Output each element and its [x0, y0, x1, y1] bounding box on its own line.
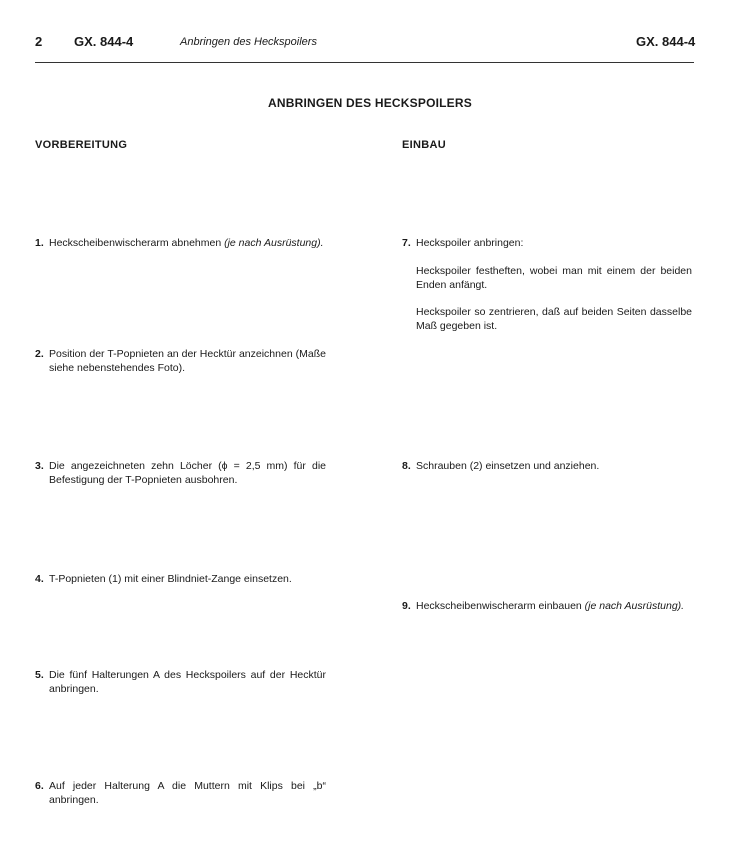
step-1	[35, 236, 326, 250]
left-column-heading: VORBEREITUNG	[35, 139, 128, 151]
page-title: ANBRINGEN DES HECKSPOILERS	[268, 96, 472, 110]
step-text: Heckscheibenwischerarm abnehmen (je nach Ausrüstung).	[49, 237, 324, 249]
step-number: 3.	[35, 460, 44, 472]
page-number: 2	[35, 34, 43, 49]
step-text: Auf jeder Halterung A die Muttern mit Klips bei „b“ anbringen.	[49, 780, 326, 806]
step-number: 6.	[35, 780, 44, 792]
running-title: Anbringen des Heckspoilers	[180, 36, 317, 48]
document-code-right: GX. 844-4	[636, 34, 696, 49]
step-number: 9.	[402, 600, 411, 612]
step-4	[35, 572, 326, 586]
step-number: 4.	[35, 573, 44, 585]
step-number: 8.	[402, 460, 411, 472]
step-6	[35, 779, 326, 807]
step-text: Heckscheibenwischerarm einbauen (je nach Ausrüstung).	[416, 600, 685, 612]
step-number: 5.	[35, 669, 44, 681]
step-text: Die angezeichneten zehn Löcher (ϕ = 2,5 mm) für die Befestigung der T-Popnieten ausbohren.	[49, 460, 326, 486]
step-3	[35, 459, 326, 487]
header-rule	[35, 62, 694, 63]
step-5	[35, 668, 326, 696]
step-number: 2.	[35, 348, 44, 360]
step-number: 7.	[402, 237, 411, 249]
step-text: Position der T-Popnieten an der Hecktür anzeichnen (Maße siehe nebenstehendes Foto).	[49, 348, 326, 374]
right-column-heading: EINBAU	[402, 139, 446, 151]
step-2	[35, 347, 326, 375]
step-8	[402, 459, 692, 473]
step-7-paragraph-2: Heckspoiler so zentrieren, daß auf beiden Seiten dasselbe Maß gegeben ist.	[416, 306, 692, 332]
step-text: Schrauben (2) einsetzen und anziehen.	[416, 460, 600, 472]
step-7	[402, 236, 692, 250]
step-text: Heckspoiler anbringen:	[416, 237, 524, 249]
step-7-paragraph-1: Heckspoiler festheften, wobei man mit einem der beiden Enden anfängt.	[416, 265, 692, 291]
step-9	[402, 599, 692, 613]
document-code-left: GX. 844-4	[74, 34, 134, 49]
step-number: 1.	[35, 237, 44, 249]
step-text: T-Popnieten (1) mit einer Blindniet-Zange einsetzen.	[49, 573, 292, 585]
step-text: Die fünf Halterungen A des Heckspoilers auf der Hecktür anbringen.	[49, 669, 326, 695]
